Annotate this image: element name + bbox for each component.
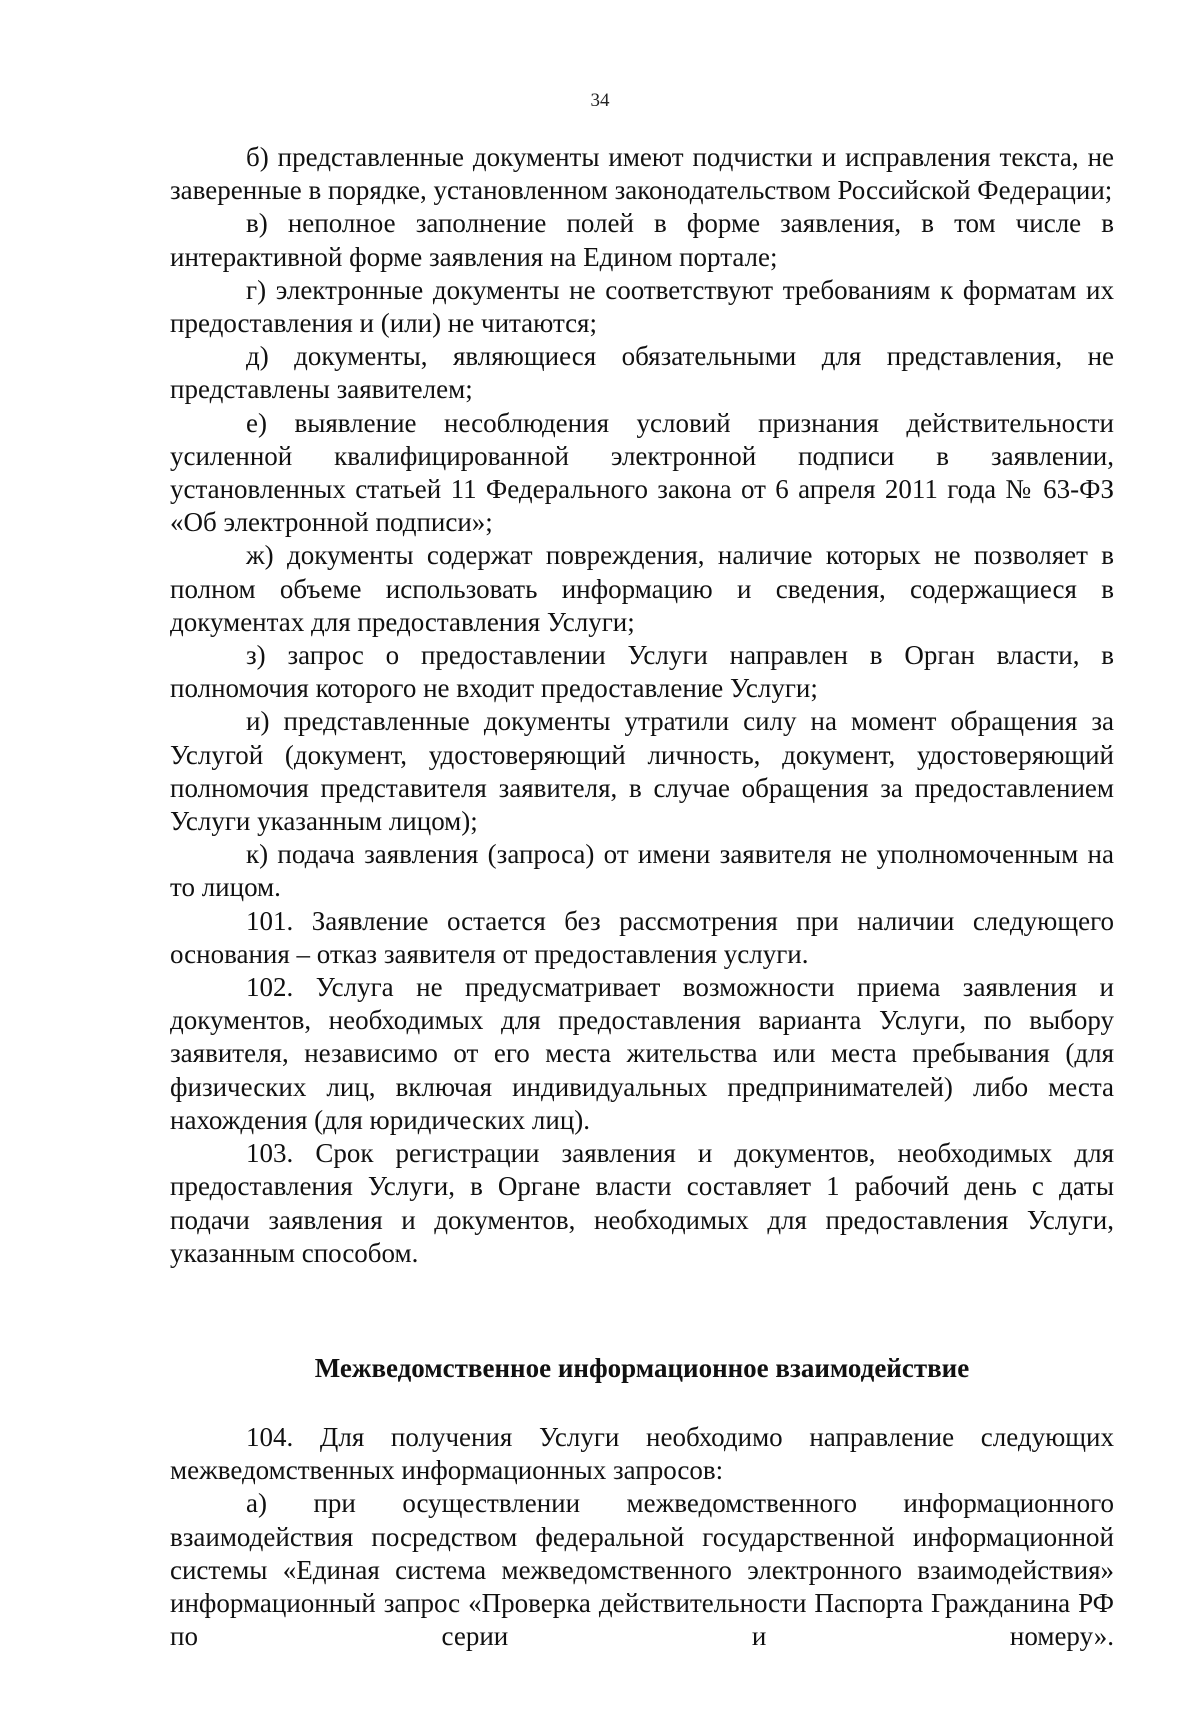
paragraph-item-i: и) представленные документы утратили силу на момент обращения за Услугой (документ, удостоверяющий личность, документ, удостоверяющий полномочия представителя заявителя, в случае обращения за предоставлением Услуги указанным лицом); xyxy=(170,706,1114,837)
paragraph-item-z: з) запрос о предоставлении Услуги направлен в Орган власти, в полномочия которого не входит предоставление Услуги; xyxy=(170,640,1114,704)
page-number: 34 xyxy=(590,90,610,111)
paragraph-103: 103. Срок регистрации заявления и документов, необходимых для предоставления Услуги, в Органе власти составляет 1 рабочий день с даты подачи заявления и документов, необходимых для предоставления Услуги, указанным способом. xyxy=(170,1138,1114,1268)
section-heading: Межведомственное информационное взаимодействие xyxy=(314,1353,970,1383)
paragraph-item-g: г) электронные документы не соответствуют требованиям к форматам их предоставления и (или) не читаются; xyxy=(170,274,1114,339)
paragraph-item-k: к) подача заявления (запроса) от имени заявителя не уполномоченным на то лицом. xyxy=(170,839,1114,903)
paragraph-item-zh: ж) документы содержат повреждения, наличие которых не позволяет в полном объеме использовать информацию и сведения, содержащиеся в документах для предоставления Услуги; xyxy=(170,540,1114,637)
paragraph-101: 101. Заявление остается без рассмотрения при наличии следующего основания – отказ заявителя от предоставления услуги. xyxy=(170,905,1114,969)
paragraph-102: 102. Услуга не предусматривает возможности приема заявления и документов, необходимых для предоставления варианта Услуги, по выбору заявителя, независимо от его места жительства или места пребывания (для физических лиц, включая индивидуальных предпринимателей) либо места нахождения (для юридических лиц). xyxy=(170,972,1114,1135)
paragraph-item-d: д) документы, являющиеся обязательными для представления, не представлены заявителем; xyxy=(170,341,1114,405)
paragraph-104: 104. Для получения Услуги необходимо направление следующих межведомственных информационных запросов: xyxy=(170,1422,1114,1486)
paragraph-item-v: в) неполное заполнение полей в форме заявления, в том числе в интерактивной форме заявления на Едином портале; xyxy=(170,208,1114,272)
paragraph-104-a: а) при осуществлении межведомственного информационного взаимодействия посредством федеральной государственной информационной системы «Единая система межведомственного электронного взаимодействия» информационный запрос «Проверка действительности Паспорта Гражданина РФ по серии и номеру». xyxy=(170,1488,1114,1652)
section-body xyxy=(170,1421,1114,1653)
paragraph-item-b: б) представленные документы имеют подчистки и исправления текста, не заверенные в порядке, установленном законодательством Российской Федерации; xyxy=(170,142,1114,206)
paragraph-item-e: е) выявление несоблюдения условий признания действительности усиленной квалифицированной электронной подписи в заявлении, установленных статьей 11 Федерального закона от 6 апреля 2011 года № 63-ФЗ «Об электронной подписи»; xyxy=(170,407,1114,538)
document-body xyxy=(170,141,1114,1270)
